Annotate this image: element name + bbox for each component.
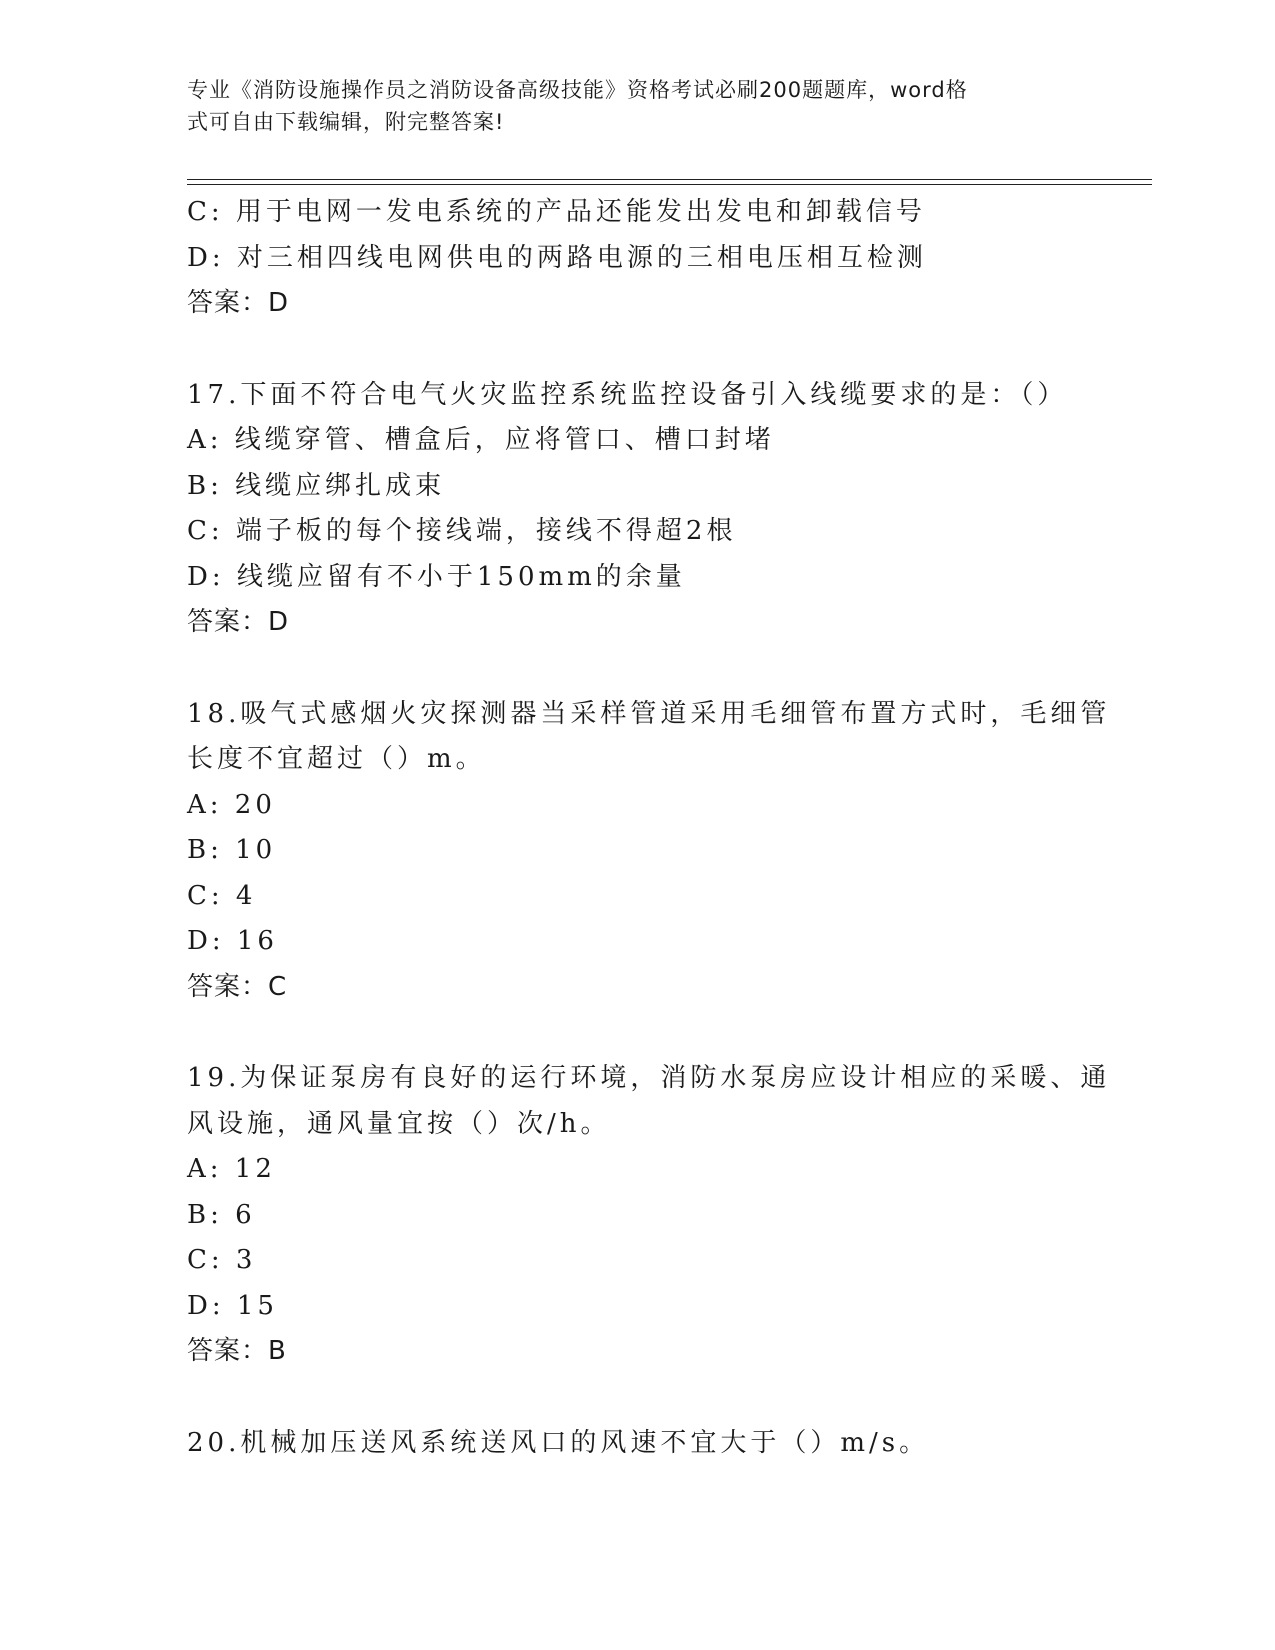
option-c: C: 端子板的每个接线端，接线不得超2根: [187, 516, 737, 546]
question-text: 20.机械加压送风系统送风口的风速不宜大于（）m/s。: [187, 1427, 930, 1458]
spacer: [187, 646, 1087, 692]
question-17: [187, 373, 1087, 646]
option-c: C: 3: [187, 1245, 257, 1275]
option-b: B: 10: [187, 835, 277, 865]
option-d: D: 线缆应留有不小于150mm的余量: [187, 561, 686, 592]
option-a: A: 12: [187, 1154, 276, 1184]
header-rule-top: [187, 179, 1152, 180]
option-d: D: 16: [187, 926, 278, 956]
spacer: [187, 327, 1087, 373]
option-d: D: 对三相四线电网供电的两路电源的三相电压相互检测: [187, 242, 927, 273]
option-c: C: 4: [187, 880, 257, 911]
question-text-cont: 长度不宜超过（）m。: [187, 744, 486, 774]
option-a: A: 线缆穿管、槽盒后，应将管口、槽口封堵: [187, 425, 775, 455]
header-line-1: 专业《消防设施操作员之消防设备高级技能》资格考试必刷200题题库，word格: [187, 78, 968, 102]
answer: 答案：D: [187, 288, 290, 318]
question-16-tail: [187, 190, 1087, 327]
option-b: B: 线缆应绑扎成束: [187, 470, 446, 501]
document-header: [187, 74, 1067, 138]
question-20: [187, 1421, 1087, 1467]
header-line-2: 式可自由下载编辑，附完整答案!: [187, 110, 505, 134]
question-text-cont: 风设施，通风量宜按（）次/h。: [187, 1108, 611, 1139]
option-b: B: 6: [187, 1199, 256, 1230]
spacer: [187, 1010, 1087, 1056]
option-a: A: 20: [187, 789, 276, 820]
option-c: C: 用于电网一发电系统的产品还能发出发电和卸载信号: [187, 197, 926, 227]
option-d: D: 15: [187, 1290, 278, 1321]
question-18: [187, 692, 1111, 1011]
question-text: 18.吸气式感烟火灾探测器当采样管道采用毛细管布置方式时，毛细管: [187, 698, 1111, 729]
header-rule-bottom: [187, 184, 1152, 185]
question-19: [187, 1056, 1111, 1375]
question-text: 19.为保证泵房有良好的运行环境，消防水泵房应设计相应的采暖、通: [187, 1063, 1111, 1093]
question-list: [187, 190, 1111, 1466]
answer: 答案：B: [187, 1336, 287, 1366]
answer: 答案：D: [187, 607, 290, 637]
question-text: 17.下面不符合电气火灾监控系统监控设备引入线缆要求的是：（）: [187, 379, 1068, 410]
answer: 答案：C: [187, 971, 288, 1002]
spacer: [187, 1375, 1087, 1421]
